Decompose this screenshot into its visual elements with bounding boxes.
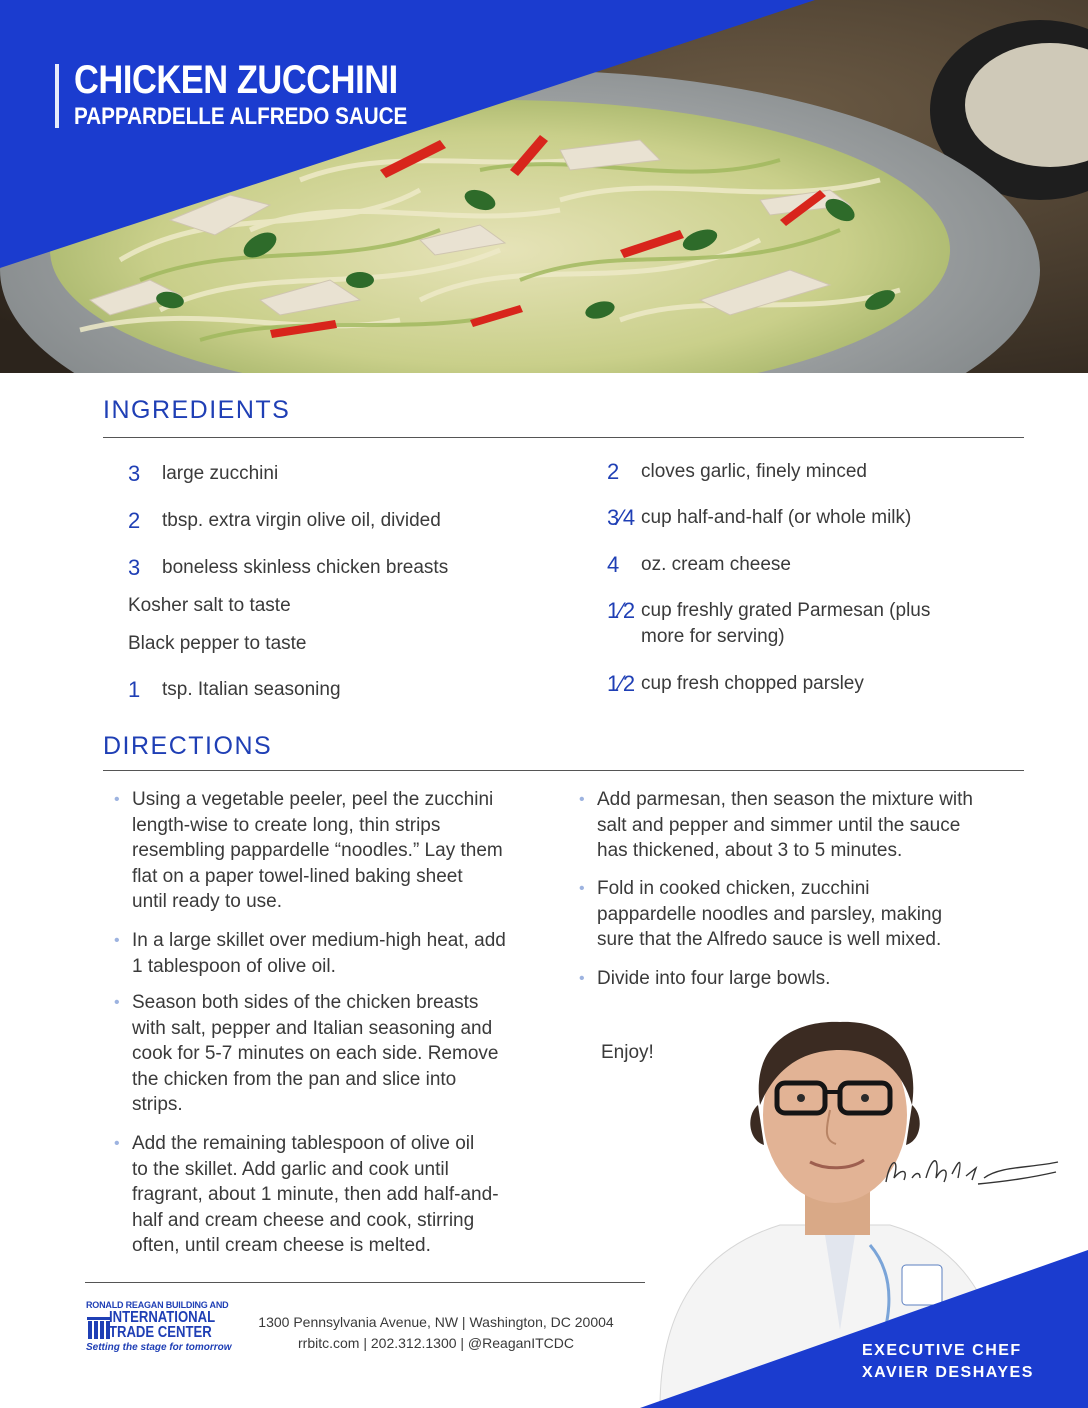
footer-divider bbox=[85, 1282, 645, 1283]
ingredient-quantity: 1⁄2 bbox=[607, 598, 636, 623]
direction-step bbox=[114, 990, 499, 1118]
bullet-icon: • bbox=[114, 791, 120, 808]
chef-name-block bbox=[862, 1340, 1034, 1384]
ingredient-text: tbsp. extra virgin olive oil, divided bbox=[162, 510, 441, 531]
title-accent-bar bbox=[55, 64, 59, 128]
direction-line: until ready to use. bbox=[132, 891, 282, 912]
direction-line: has thickened, about 3 to 5 minutes. bbox=[597, 840, 903, 861]
directions-divider bbox=[103, 770, 1024, 771]
ingredient-quantity: 3 bbox=[128, 555, 141, 580]
chef-name: XAVIER DESHAYES bbox=[862, 1364, 1034, 1381]
direction-step bbox=[114, 1131, 499, 1259]
ingredient-text: cup half-and-half (or whole milk) bbox=[641, 507, 912, 528]
direction-line: flat on a paper towel-lined baking sheet bbox=[132, 865, 463, 887]
bullet-icon: • bbox=[579, 880, 585, 897]
direction-line: In a large skillet over medium-high heat, add bbox=[132, 930, 506, 951]
ingredient-text-continued: more for serving) bbox=[641, 626, 785, 647]
contact-info bbox=[246, 1312, 626, 1354]
ingredient-text: Black pepper to taste bbox=[128, 633, 307, 654]
address-line: 1300 Pennsylvania Avenue, NW | Washington, DC 20004 bbox=[258, 1314, 614, 1330]
bullet-icon: • bbox=[579, 791, 585, 808]
direction-line: 1 tablespoon of olive oil. bbox=[132, 955, 336, 977]
bullet-icon: • bbox=[114, 994, 120, 1011]
ingredient-text: Kosher salt to taste bbox=[128, 595, 291, 616]
hero-banner bbox=[0, 0, 1088, 373]
direction-line: the chicken from the pan and slice into bbox=[132, 1068, 457, 1090]
hero-food-photo bbox=[0, 0, 1088, 373]
ingredients-divider bbox=[103, 437, 1024, 438]
ingredients-heading: INGREDIENTS bbox=[103, 396, 291, 424]
direction-line: length-wise to create long, thin strips bbox=[132, 814, 441, 836]
direction-line: pappardelle noodles and parsley, making bbox=[597, 903, 943, 925]
logo-tagline: Setting the stage for tomorrow bbox=[86, 1342, 232, 1353]
ingredient-text: cup fresh chopped parsley bbox=[641, 673, 864, 694]
direction-line: strips. bbox=[132, 1094, 183, 1115]
direction-line: sure that the Alfredo sauce is well mixed. bbox=[597, 929, 942, 950]
ingredient-text: boneless skinless chicken breasts bbox=[162, 557, 449, 578]
closing-text: Enjoy! bbox=[601, 1042, 654, 1063]
logo-line-2: INTERNATIONAL bbox=[108, 1309, 216, 1326]
ingredient-text: cup freshly grated Parmesan (plus bbox=[641, 600, 931, 621]
direction-line: Season both sides of the chicken breasts bbox=[132, 992, 479, 1013]
ingredient-text: tsp. Italian seasoning bbox=[162, 679, 341, 700]
directions-heading: DIRECTIONS bbox=[103, 732, 273, 760]
direction-line: cook for 5-7 minutes on each side. Remove bbox=[132, 1043, 499, 1064]
contact-line: rrbitc.com | 202.312.1300 | @ReaganITCDC bbox=[298, 1335, 574, 1351]
direction-line: salt and pepper and simmer until the sauce bbox=[597, 814, 961, 836]
ingredient-text: cloves garlic, finely minced bbox=[641, 461, 867, 482]
direction-line: with salt, pepper and Italian seasoning and bbox=[132, 1017, 493, 1039]
ingredient-quantity: 2 bbox=[128, 508, 141, 533]
direction-line: Add parmesan, then season the mixture with bbox=[597, 789, 973, 810]
direction-line: resembling pappardelle “noodles.” Lay them bbox=[132, 840, 503, 861]
direction-line: Divide into four large bowls. bbox=[597, 968, 831, 989]
direction-step bbox=[114, 787, 503, 915]
direction-line: half and cream cheese and cook, stirring bbox=[132, 1209, 475, 1231]
bullet-icon: • bbox=[579, 970, 585, 987]
bullet-icon: • bbox=[114, 932, 120, 949]
ingredient-quantity: 1⁄2 bbox=[607, 671, 636, 696]
recipe-subtitle: PAPPARDELLE ALFREDO SAUCE bbox=[74, 103, 408, 130]
direction-line: to the skillet. Add garlic and cook until bbox=[132, 1158, 449, 1180]
ingredient-quantity: 2 bbox=[607, 459, 620, 484]
direction-step bbox=[579, 966, 831, 992]
rrbitc-logo bbox=[86, 1300, 236, 1353]
direction-line: fragrant, about 1 minute, then add half-and- bbox=[132, 1184, 499, 1205]
direction-line: Using a vegetable peeler, peel the zucchini bbox=[132, 789, 494, 810]
direction-line: Fold in cooked chicken, zucchini bbox=[597, 878, 870, 899]
logo-line-1: RONALD REAGAN BUILDING AND bbox=[86, 1300, 229, 1310]
chef-signature bbox=[880, 1148, 1062, 1192]
ingredient-quantity: 3 bbox=[128, 461, 141, 486]
ingredient-quantity: 4 bbox=[607, 552, 620, 577]
direction-step bbox=[579, 876, 943, 953]
bullet-icon: • bbox=[114, 1135, 120, 1152]
recipe-title: CHICKEN ZUCCHINI bbox=[74, 58, 398, 102]
direction-step bbox=[579, 787, 973, 864]
ingredient-text: large zucchini bbox=[162, 463, 279, 484]
direction-step bbox=[114, 928, 506, 979]
ingredient-quantity: 1 bbox=[128, 677, 141, 702]
ingredient-quantity: 3⁄4 bbox=[607, 505, 636, 530]
chef-title-line: EXECUTIVE CHEF bbox=[862, 1342, 1022, 1359]
direction-line: often, until cream cheese is melted. bbox=[132, 1235, 431, 1256]
direction-line: Add the remaining tablespoon of olive oil bbox=[132, 1133, 475, 1154]
logo-line-3: TRADE CENTER bbox=[108, 1324, 212, 1341]
ingredient-text: oz. cream cheese bbox=[641, 554, 791, 575]
